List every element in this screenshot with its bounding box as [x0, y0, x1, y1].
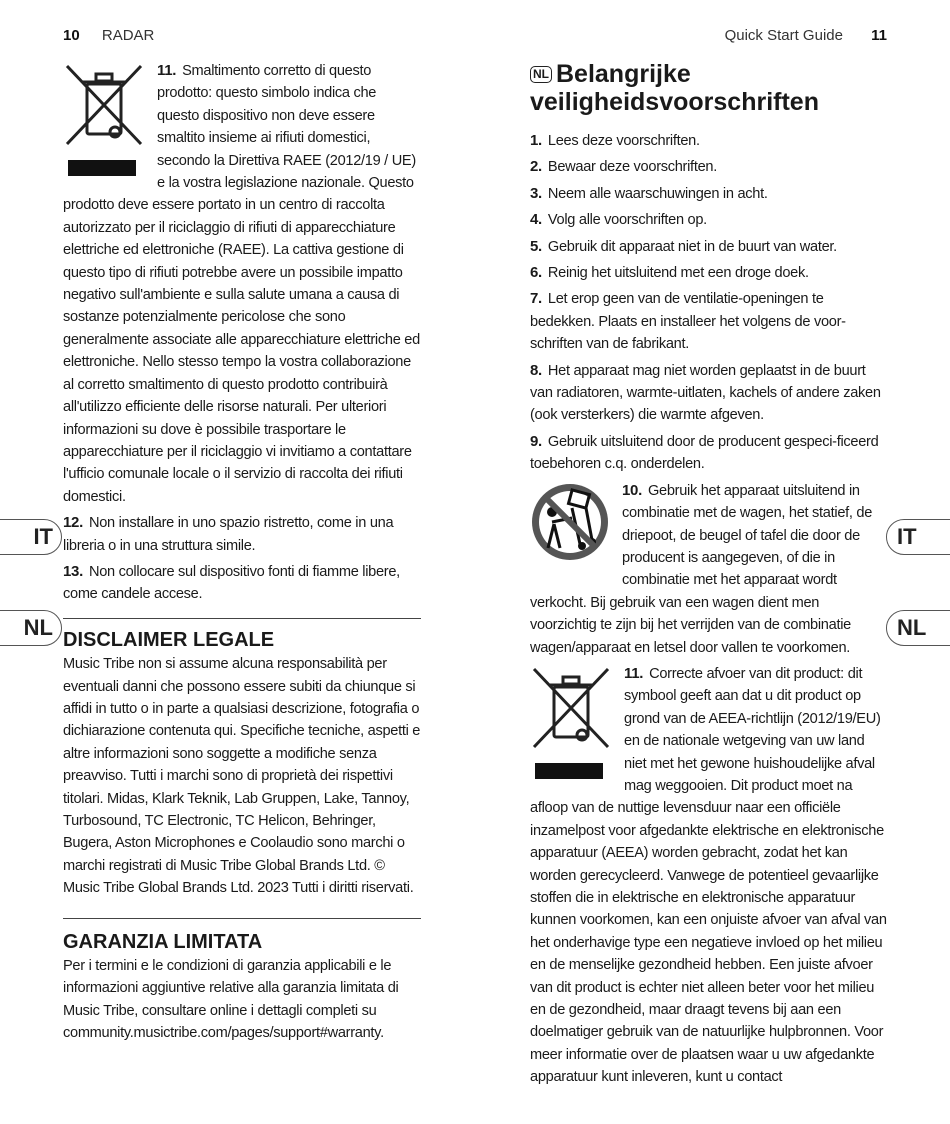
- item-text: Gebruik het apparaat uitsluitend in combinatie met de wagen, het statief, de driepoot, de beugel of tafel die door de producent is aangegeven, of die in combinatie met het apparaat wordt verkocht. Bij gebruik van een wagen dient men voorzichtig te zijn bij het verrijden van de combinatie wagen/apparaat en letsel door vallen te voorkomen.: [530, 482, 873, 656]
- item-11-it: [63, 60, 421, 508]
- item-text: Smaltimento corretto di questo prodotto: questo simbolo indica che questo dispositivo non deve essere smaltito insieme ai rifiuti domestici, secondo la Direttiva RAEE (2012/19 / UE) e la vostra legislazione nazionale. Questo prodotto deve essere portato in un centro di raccolta autorizzato per il riciclaggio di rifiuti di apparecchiature elettriche ed elettroniche (RAEE). La cattiva gestione di questo tipo di rifiuti potrebbe avere un possibile impatto negativo sull'ambiente e sulla salute umana a causa di sostanze potenzialmente pericolose che sono generalmente associate alle apparecchiature elettriche ed elettroniche. Nello stesso tempo la vostra collaborazione al corretto smaltimento di questo prodotto contribuirà all'utilizzo efficiente delle risorse naturali. Per ulteriori informazioni su dove è possibile trasportare le apparecchiature per il riciclaggio vi invitiamo a contattare l'ufficio comunale locale o il servizio di raccolta dei rifiuti domestici.: [63, 63, 420, 505]
- item-text: Let erop geen van de ventilatie-openingen te bedekken. Plaats en installeer het volgens de voor-schriften van de fabrikant.: [530, 291, 846, 353]
- item-number: 2.: [530, 158, 542, 176]
- nl-language-badge: NL: [530, 66, 552, 83]
- section-title: [530, 60, 888, 116]
- cart-tip-warning-icon: [530, 482, 612, 569]
- right-column: [530, 60, 888, 1093]
- left-column: [63, 60, 421, 1049]
- warranty-text: Per i termini e le condizioni di garanzia applicabili e le informazioni aggiuntive relative alla garanzia limitata di Music Tribe, consultare online i dettagli completi su community.musictribe.com/pages/support#warranty.: [63, 958, 399, 1042]
- list-item: [530, 183, 888, 205]
- item-number: 9.: [530, 432, 542, 450]
- tab-it-left[interactable]: [0, 519, 62, 555]
- item-10-nl: [530, 480, 888, 659]
- item-number: 10.: [622, 481, 642, 499]
- list-item: [530, 236, 888, 258]
- weee-bin-icon: [530, 665, 614, 788]
- item-text: Gebruik uitsluitend door de producent gespeci-ficeerd toebehoren c.q. onderdelen.: [530, 433, 879, 473]
- item-text: Non installare in uno spazio ristretto, come in una libreria o in una struttura simile.: [63, 515, 394, 554]
- tab-nl-label: NL: [23, 615, 53, 640]
- list-item: [530, 209, 888, 231]
- item-text: Bewaar deze voorschriften.: [547, 159, 717, 176]
- item-text: Non collocare sul dispositivo fonti di fiamme libere, come candele accese.: [63, 563, 400, 603]
- item-12-it: [63, 512, 421, 557]
- item-number: 6.: [530, 264, 542, 282]
- item-number: 3.: [530, 184, 542, 202]
- item-13-it: [63, 561, 421, 606]
- tab-it-right[interactable]: [886, 519, 950, 555]
- weee-bin-icon: [63, 62, 147, 185]
- list-item: [530, 130, 888, 152]
- item-number: 1.: [530, 132, 542, 149]
- list-item: [530, 360, 888, 427]
- item-number: 13.: [63, 562, 83, 580]
- item-text: Lees deze voorschriften.: [547, 133, 700, 149]
- left-page-number: 10: [63, 27, 80, 44]
- item-number: 4.: [530, 211, 542, 229]
- item-number: 7.: [530, 290, 542, 308]
- tab-nl-label: NL: [897, 615, 927, 640]
- item-text: Correcte afvoer van dit product: dit symbool geeft aan dat u dit product op grond van de AEEA-richtlijn (2012/19/EU) en de nationale wetgeving van uw land niet met het gewone huishoudelijke afval mag weggooien. Dit product moet na afloop van de nuttige levensduur naar een officiële inzamelpost voor afgedankte elektrische en elektronische apparatuur (AEEA) worden gebracht, zodat het kan worden gerecycleerd. Vanwege de potentieel gevaarlijke stoffen die in elektrische en elektronische apparatuur kunnen voorkomen, kan een onjuiste afvoer van afval van het onderhavige type een negatieve invloed op het milieu en de menselijke gezondheid hebben. Een juiste afvoer van dit product is echter niet alleen beter voor het milieu en de gezondheid, maar draagt tevens bij aan een doelmatiger gebruik van de natuurlijke hulpbronnen. Voor meer informatie over de plaatsen waar u uw afgedankte apparatuur kunt inleveren, kunt u contact: [530, 665, 887, 1086]
- item-number: 11.: [624, 664, 644, 682]
- list-item: [530, 262, 888, 284]
- title-text: Belangrijke veiligheidsvoorschriften: [530, 60, 819, 116]
- divider: [63, 918, 421, 919]
- tab-it-label: IT: [33, 524, 53, 549]
- tab-nl-left[interactable]: [0, 610, 62, 646]
- tab-nl-right[interactable]: [886, 610, 950, 646]
- divider: [63, 618, 421, 619]
- disclaimer-text: Music Tribe non si assume alcuna responsabilità per eventuali danni che possono essere subiti da chiunque si affidi in tutto o in parte a qualsiasi descrizione, fotografia o dichiarazione contenuta qui. Specifiche tecniche, aspetti e altre informazioni sono soggette a modifiche senza preavviso. Tutti i marchi sono di proprietà dei rispettivi titolari. Midas, Klark Teknik, Lab Gruppen, Lake, Tannoy, Turbosound, TC Electronic, TC Helicon, Behringer, Bugera, Aston Microphones e Coolaudio sono marchi o marchi registrati di Music Tribe Global Brands Ltd. © Music Tribe Global Brands Ltd. 2023 Tutti i diritti riservati.: [63, 656, 421, 897]
- warranty-title: GARANZIA LIMITATA: [63, 930, 263, 953]
- right-page-header: [725, 27, 887, 44]
- item-11-nl: [530, 663, 888, 1089]
- item-number: 11.: [157, 62, 177, 79]
- left-header-title: RADAR: [101, 27, 155, 44]
- item-text: Neem alle waarschuwingen in acht.: [547, 185, 768, 202]
- item-text: Gebruik dit apparaat niet in de buurt van water.: [547, 238, 837, 255]
- left-page-header: [63, 27, 154, 44]
- disclaimer-title: DISCLAIMER LEGALE: [63, 628, 275, 651]
- tab-it-label: IT: [897, 524, 917, 549]
- item-number: 8.: [530, 361, 542, 379]
- item-text: Reinig het uitsluitend met een droge doek.: [547, 265, 809, 282]
- item-text: Volg alle voorschriften op.: [547, 212, 707, 229]
- item-text: Het apparaat mag niet worden geplaatst in de buurt van radiatoren, warmte-uitlaten, kachels of andere zaken (ook versterkers) die warmte afgeven.: [530, 362, 881, 424]
- right-page-number: 11: [871, 27, 887, 44]
- item-number: 12.: [63, 514, 83, 532]
- list-item: [530, 431, 888, 476]
- item-number: 5.: [530, 237, 542, 255]
- right-header-title: Quick Start Guide: [724, 27, 843, 44]
- list-item: [530, 288, 888, 355]
- list-item: [530, 156, 888, 178]
